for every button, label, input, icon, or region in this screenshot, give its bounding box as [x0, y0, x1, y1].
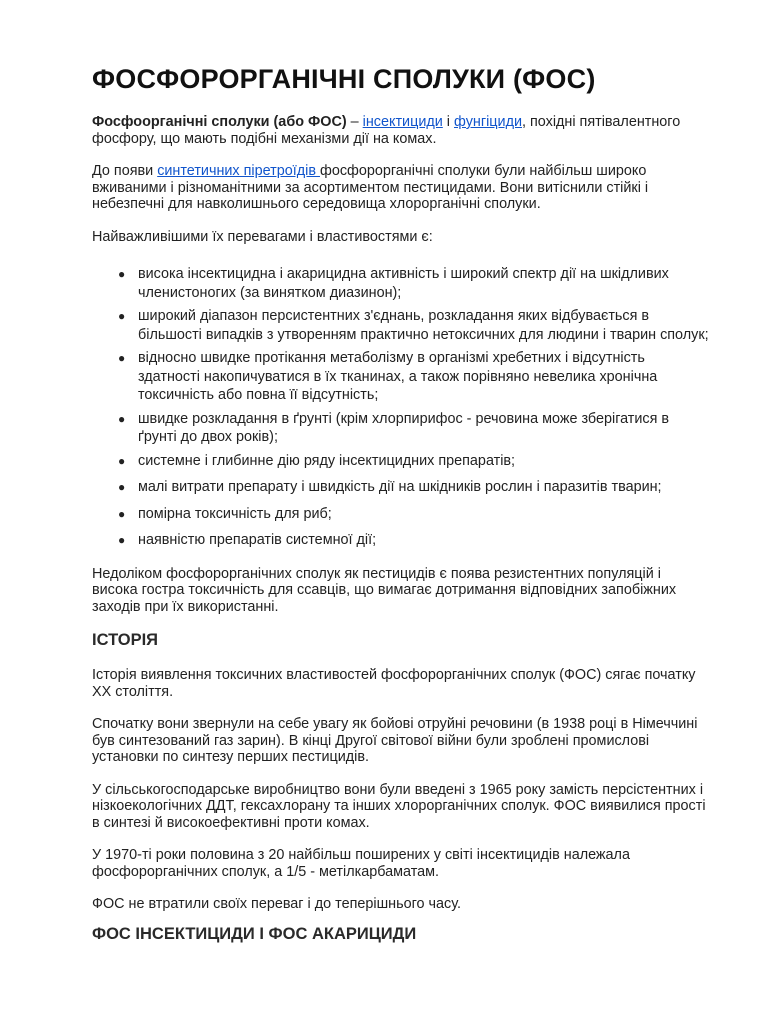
- bullet-icon: ●: [118, 411, 126, 426]
- bullet-icon: ●: [118, 267, 126, 281]
- history-paragraph: У сільськогосподарське виробництво вони були введені з 1965 року замість персістентних і нізкоекологічних ДДТ, гексахлорану та інших хлорорганічних сполук. ФОС виявилися прості в синтезі й високоефективні проти комах.: [92, 781, 706, 831]
- bullet-icon: ●: [118, 533, 126, 547]
- bullet-icon: ●: [118, 506, 126, 521]
- list-item: ● помірна токсичність для риб;: [118, 505, 332, 522]
- bullet-icon: ●: [118, 480, 126, 494]
- page-title: ФОСФОРОРГАНІЧНІ СПОЛУКИ (ФОС): [92, 64, 596, 94]
- intro-dash: –: [346, 114, 363, 130]
- history-paragraph: ФОС не втратили своїх переваг і до теперішнього часу.: [92, 896, 461, 912]
- history-paragraph: У 1970-ті роки половина з 20 найбільш поширених у світі інсектицидів належала фосфорорганічних сполук, а 1/5 - метілкарбаматам.: [92, 847, 630, 880]
- list-item: ● висока інсектицидна і акарицидна активність і широкий спектр дії на шкідливих членистоногих (за винятком диазинон);: [118, 266, 669, 301]
- advantages-intro: Найважливішими їх перевагами і властивостями є:: [92, 228, 433, 245]
- bullet-icon: ●: [118, 351, 126, 365]
- disadvantages-paragraph: Недоліком фосфорорганічних сполук як пестицидів є поява резистентних популяцій і висока гостра токсичність для ссавців, що вимагає дотримання відповідних запобіжних заходів при їх використанні.: [92, 565, 677, 615]
- intro-rest: , похідні пятівалентного фосфору, що мають подібні механізми дії на комах.: [92, 114, 681, 147]
- intro-and: і: [442, 114, 455, 130]
- intro-bold-term: Фосфоорганічні сполуки (або ФОС): [92, 114, 347, 130]
- list-item: ● системне і глибинне дію ряду інсектицидних препаратів;: [118, 452, 516, 469]
- list-item: ● наявністю препаратів системної дії;: [118, 532, 377, 548]
- bullet-icon: ●: [118, 309, 126, 323]
- fungicides-link[interactable]: фунгіциди: [454, 114, 522, 130]
- pyrethroids-paragraph: [92, 163, 710, 213]
- list-item: ● малі витрати препарату і швидкість дії на шкідників рослин і паразитів тварин;: [118, 479, 662, 495]
- list-item: ● швидке розкладання в ґрунті (крім хлорпирифос - речовина може зберігатися в ґрунті до двох років);: [118, 410, 670, 445]
- history-paragraph: Спочатку вони звернули на себе увагу як бойові отруйні речовини (в 1938 році в Німеччині був синтезований газ зарин). В кінці Другої світової війни були зроблені промислові установки по синтезу перших пестицидів.: [92, 716, 698, 765]
- insecticides-link[interactable]: інсектициди: [362, 114, 443, 130]
- history-heading: ІСТОРІЯ: [92, 631, 159, 649]
- section-heading-insecticides-acaricides: ФОС ІНСЕКТИЦИДИ І ФОС АКАРИЦИДИ: [92, 924, 417, 943]
- para2-before: До появи: [92, 163, 158, 179]
- intro-paragraph: [92, 114, 710, 147]
- bullet-icon: ●: [118, 453, 126, 468]
- para2-after: фосфорорганічні сполуки були найбільш широко вживаними і різноманітними за асортиментом пестицидами. Вони витіснили стійкі і небезпечні для навколишнього середовища хлорорганічні сполуки.: [92, 163, 649, 212]
- advantages-list: [92, 265, 710, 550]
- history-paragraph: Історія виявлення токсичних властивостей фосфорорганічних сполук (ФОС) сягає початку XX століття.: [92, 667, 696, 700]
- list-item: ● широкий діапазон персистентних з'єднань, розкладання яких відбувається в більшості випадків з утворенням практично нетоксичних для людини і тварин сполук;: [118, 308, 709, 343]
- list-item: ● відносно швидке протікання метаболізму в організмі хребетних і відсутність здатності накопичуватися в їх тканинах, а також порівняно невелика хронічна токсичність або повна її відсутність;: [118, 350, 658, 403]
- pyrethroids-link[interactable]: синтетичних піретроїдів: [157, 163, 320, 179]
